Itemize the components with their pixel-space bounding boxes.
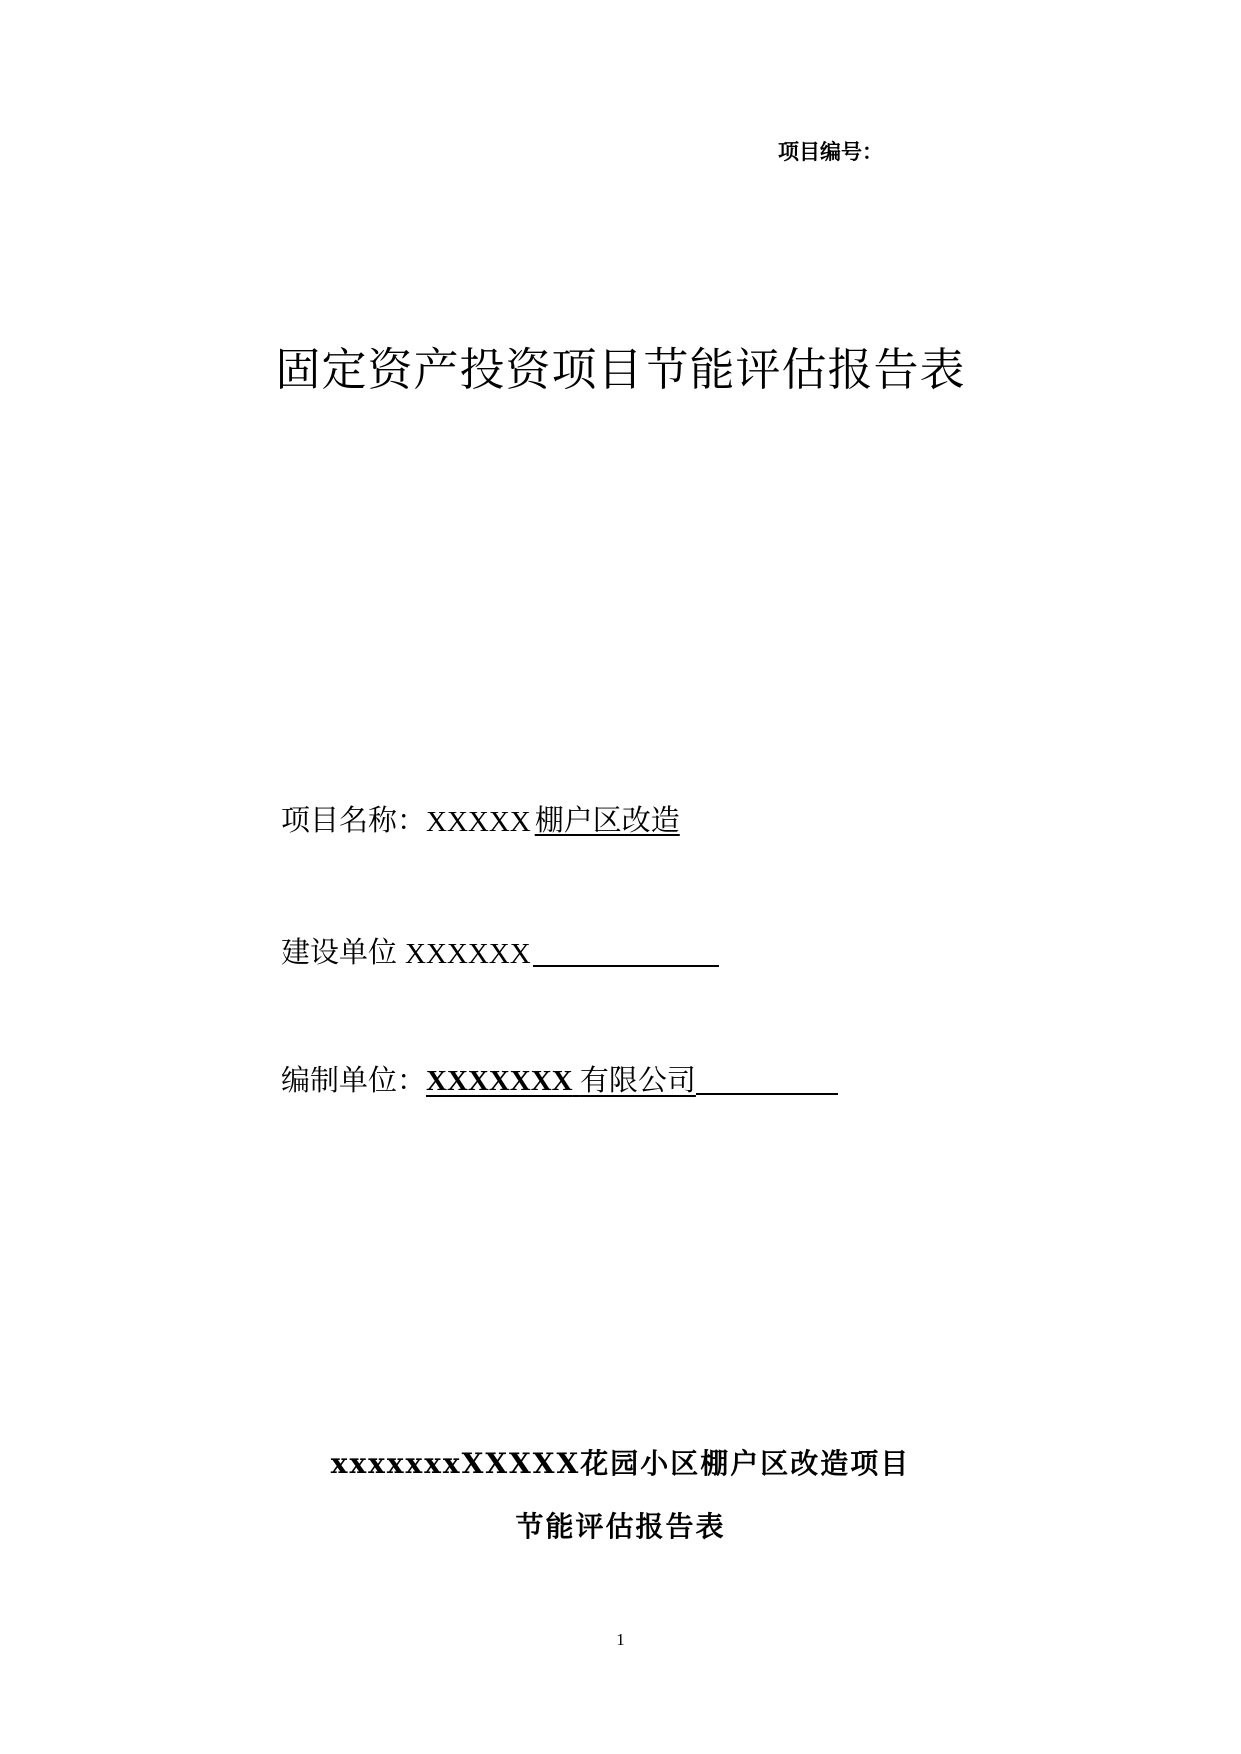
main-title: 固定资产投资项目节能评估报告表 xyxy=(275,343,966,396)
project-name-label: 项目名称： xyxy=(281,803,427,837)
bottom-title-line2: 节能评估报告表 xyxy=(515,1510,726,1543)
project-name-row xyxy=(281,798,680,839)
builder-label: 建设单位 xyxy=(281,935,398,969)
builder-value: XXXXXX xyxy=(405,938,531,970)
project-name-code: XXXXX xyxy=(426,806,531,838)
compiler-value xyxy=(426,1058,696,1099)
builder-blank-line xyxy=(533,939,719,967)
compiler-text: 有限公司 xyxy=(579,1063,696,1097)
compiler-code: XXXXXXX xyxy=(426,1065,573,1097)
project-name-text: 棚户区改造 xyxy=(534,803,680,837)
compiler-blank-line xyxy=(696,1067,838,1095)
project-number-label: 项目编号： xyxy=(778,139,883,164)
page-number: 1 xyxy=(616,1630,625,1649)
builder-row xyxy=(281,930,719,971)
compiler-row xyxy=(281,1058,838,1099)
bottom-title-line1: xxxxxxxXXXXX花园小区棚户区改造项目 xyxy=(330,1447,911,1480)
compiler-label: 编制单位： xyxy=(281,1063,427,1097)
